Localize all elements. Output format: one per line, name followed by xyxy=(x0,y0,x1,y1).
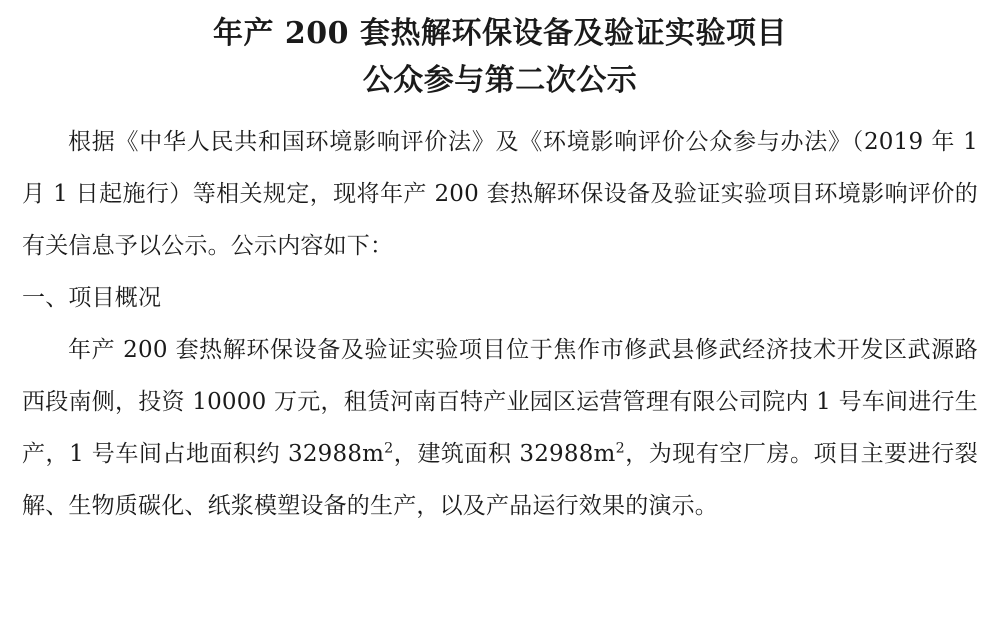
project-overview-text-part-1: 年产 200 套热解环保设备及验证实验项目位于焦作市修武县修武经济技术开发区武源路西段南侧，投资 10000 万元，租赁河南百特产业园区运营管理有限公司院内 1 号车间进行生产，1 号车间占地面积约 32988m xyxy=(22,337,978,467)
page-title xyxy=(22,10,978,104)
area-superscript-1: 2 xyxy=(384,440,394,457)
project-overview-text-part-3: ，为现有空厂房。项目主要进行裂解、生物质碳化、纸浆模塑设备的生产，以及产品运行效果的演示。 xyxy=(22,441,979,519)
project-overview-text-part-2: ，建筑面积 32988m xyxy=(393,441,616,467)
page-title-line-1: 年产 200 套热解环保设备及验证实验项目 xyxy=(212,16,787,51)
area-superscript-2: 2 xyxy=(615,440,625,457)
intro-paragraph: 根据《中华人民共和国环境影响评价法》及《环境影响评价公众参与办法》（2019 年 1 月 1 日起施行）等相关规定，现将年产 200 套热解环保设备及验证实验项目环境影响评价的有关信息予以公示。公示内容如下： xyxy=(22,129,978,259)
project-overview-paragraph xyxy=(22,324,978,532)
section-heading-project-overview: 一、项目概况 xyxy=(22,285,162,311)
page-title-line-2: 公众参与第二次公示 xyxy=(362,63,638,98)
